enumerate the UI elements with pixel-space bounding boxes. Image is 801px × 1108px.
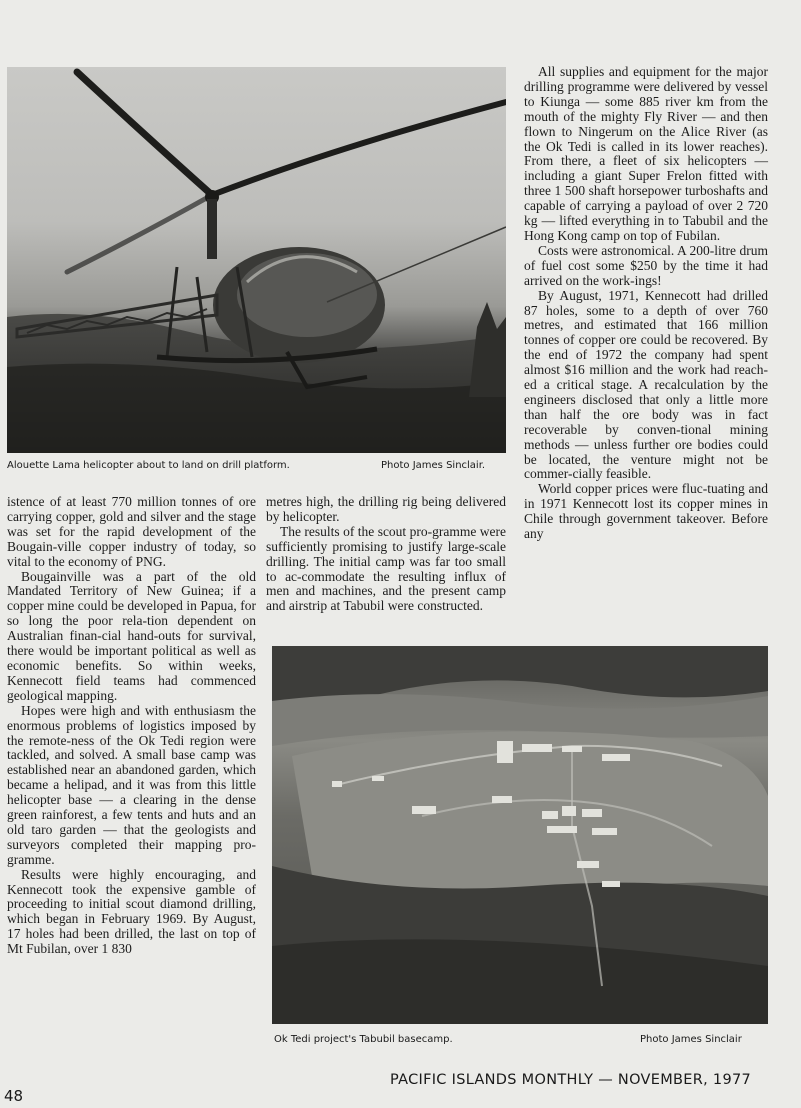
paragraph: The results of the scout pro-gramme were sufficiently promising to justify large-scale drilling. The initial camp was far too small to ac-commodate the resulting influx of men and machines, and the present camp and airstrip at Tabubil were constructed. (266, 523, 506, 614)
basecamp-photo-caption: Ok Tedi project's Tabubil basecamp. (274, 1034, 453, 1045)
paragraph: World copper prices were fluc-tuating and in 1971 Kennecott lost its copper mines in Chile through government takeover. Before any (524, 481, 768, 542)
article-column-middle (266, 495, 506, 614)
page-number: 48 (4, 1087, 24, 1105)
paragraph: istence of at least 770 million tonnes of ore carrying copper, gold and silver and the stage was set for the rapid development of the Bougain-ville copper industry of today, so vital to the economy of PNG. (7, 494, 256, 569)
article-column-right (524, 65, 768, 542)
paragraph: Bougainville was a part of the old Mandated Territory of New Guinea; if a copper mine could be developed in Papua, for so long the poor rela-tion dependent on Australian finan-cial hand-outs for survival, there would be important political as well as economic benefits. So within weeks, Kennecott field teams had commenced geological mapping. (7, 568, 256, 703)
basecamp-illustration (272, 646, 768, 1024)
paragraph: Results were highly encouraging, and Kennecott took the expensive gamble of proceeding to initial scout diamond drilling, which began in February 1969. By August, 17 holes had been drilled, the last on top of Mt Fubilan, over 1 830 (7, 866, 256, 957)
paragraph: All supplies and equipment for the major drilling programme were delivered by vessel to Kiunga — some 885 river km from the mouth of the mighty Fly River — and then flown to Ningerum on the Alice River (as the Ok Tedi is called in its lower reaches). From there, a fleet of six helicopters — including a giant Super Frelon fitted with three 1 500 shaft horsepower turboshafts and capable of carrying a payload of over 2 720 kg — lifted everything in to Tabubil and the Hong Kong camp on top of Fubilan. (524, 64, 768, 243)
helicopter-illustration (7, 67, 506, 453)
paragraph: Hopes were high and with enthusiasm the enormous problems of logistics imposed by the remote-ness of the Ok Tedi region were tackled, and solved. A small base camp was established near an abandoned garden, which became a helipad, and it was from this little helicopter base — a clearing in the dense green rainforest, a few tents and huts and an old taro garden — that the geologists and surveyors completed their mapping pro-gramme. (7, 702, 256, 867)
helicopter-photo-caption: Alouette Lama helicopter about to land on drill platform. (7, 460, 290, 471)
paragraph: Costs were astronomical. A 200-litre drum of fuel cost some $250 by the time it had arrived on the work-ings! (524, 242, 768, 288)
running-footer: PACIFIC ISLANDS MONTHLY — NOVEMBER, 1977 (390, 1072, 752, 1088)
basecamp-aerial-photo (272, 646, 768, 1024)
helicopter-photo-credit: Photo James Sinclair. (381, 460, 486, 471)
paragraph: By August, 1971, Kennecott had drilled 87 holes, some to a depth of over 760 metres, and estimated that 166 million tonnes of copper ore could be recovered. By the end of 1972 the company had spent almost $16 million and the work had reach-ed a critical stage. A recalculation by the engineers disclosed that only a little more than half the ore body was in fact recoverable by conven-tional mining methods — unless further ore bodies could be located, the venture might not be commer-cially feasible. (524, 287, 768, 482)
helicopter-photo (7, 67, 506, 453)
basecamp-photo-credit: Photo James Sinclair (640, 1034, 742, 1045)
article-column-left (7, 495, 256, 957)
paragraph: metres high, the drilling rig being delivered by helicopter. (266, 494, 506, 524)
